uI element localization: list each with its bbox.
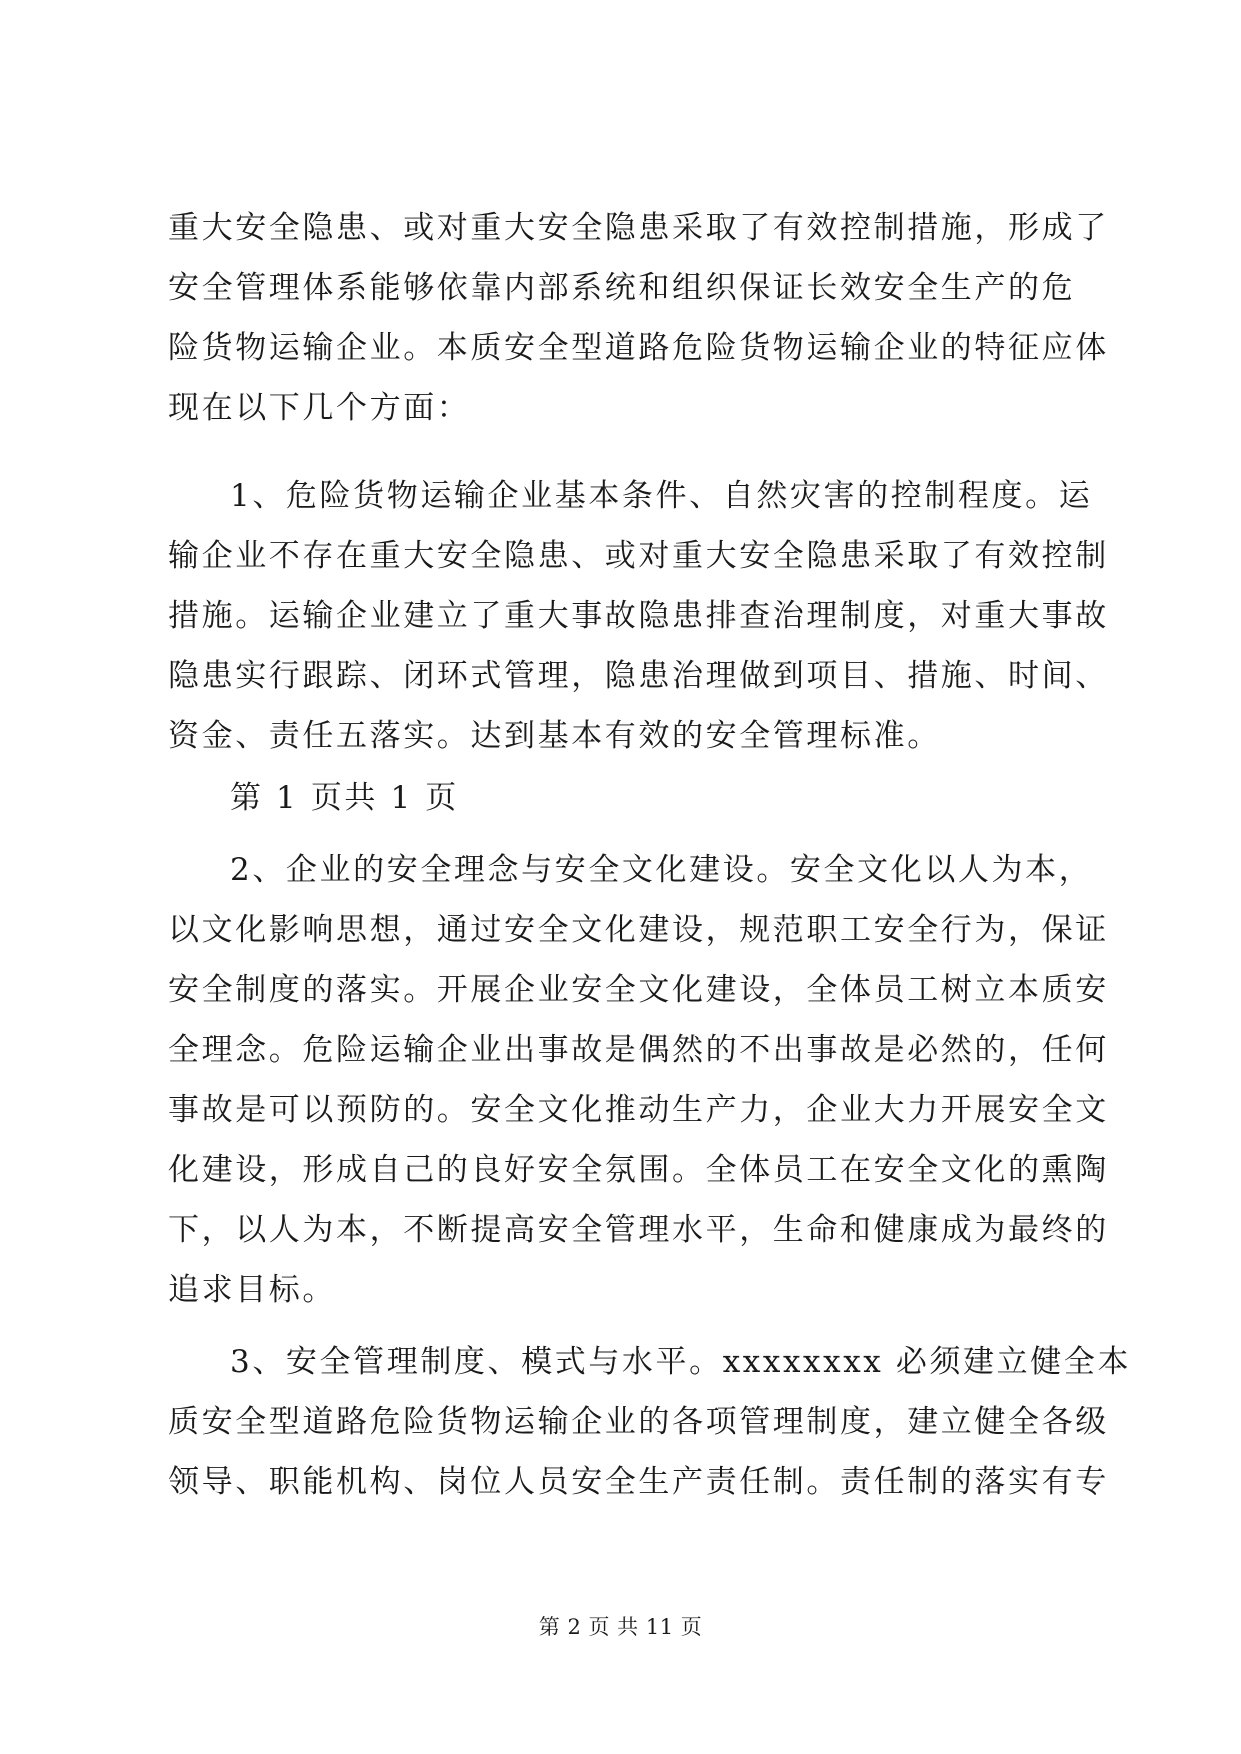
body-line: 事故是可以预防的。安全文化推动生产力，企业大力开展安全文: [168, 1092, 1109, 1128]
body-line: 下，以人为本，不断提高安全管理水平，生命和健康成为最终的: [168, 1212, 1109, 1248]
body-line: 输企业不存在重大安全隐患、或对重大安全隐患采取了有效控制: [168, 538, 1109, 574]
body-line: 以文化影响思想，通过安全文化建设，规范职工安全行为，保证: [168, 912, 1109, 948]
body-line: 隐患实行跟踪、闭环式管理，隐患治理做到项目、措施、时间、: [168, 658, 1109, 694]
body-line: 险货物运输企业。本质安全型道路危险货物运输企业的特征应体: [168, 330, 1109, 366]
body-line: 3、安全管理制度、模式与水平。xxxxxxxx 必须建立健全本: [230, 1344, 1132, 1380]
body-line: 现在以下几个方面：: [168, 390, 471, 426]
body-line: 资金、责任五落实。达到基本有效的安全管理标准。: [168, 718, 941, 754]
body-line: 化建设，形成自己的良好安全氛围。全体员工在安全文化的熏陶: [168, 1152, 1109, 1188]
body-line: 2、企业的安全理念与安全文化建设。安全文化以人为本，: [230, 852, 1093, 888]
body-line: 1、危险货物运输企业基本条件、自然灾害的控制程度。运: [230, 478, 1093, 514]
body-line: 安全制度的落实。开展企业安全文化建设，全体员工树立本质安: [168, 972, 1109, 1008]
body-line: 全理念。危险运输企业出事故是偶然的不出事故是必然的，任何: [168, 1032, 1109, 1068]
page-footer: 第 2 页 共 11 页: [538, 1615, 703, 1639]
body-line: 重大安全隐患、或对重大安全隐患采取了有效控制措施，形成了: [168, 210, 1109, 246]
body-line: 质安全型道路危险货物运输企业的各项管理制度，建立健全各级: [168, 1404, 1109, 1440]
body-line: 领导、职能机构、岗位人员安全生产责任制。责任制的落实有专: [168, 1464, 1109, 1500]
body-line: 措施。运输企业建立了重大事故隐患排查治理制度，对重大事故: [168, 598, 1109, 634]
body-line: 安全管理体系能够依靠内部系统和组织保证长效安全生产的危: [168, 270, 1076, 306]
inline-page-marker: 第 1 页共 1 页: [230, 780, 459, 816]
body-line: 追求目标。: [168, 1272, 336, 1308]
